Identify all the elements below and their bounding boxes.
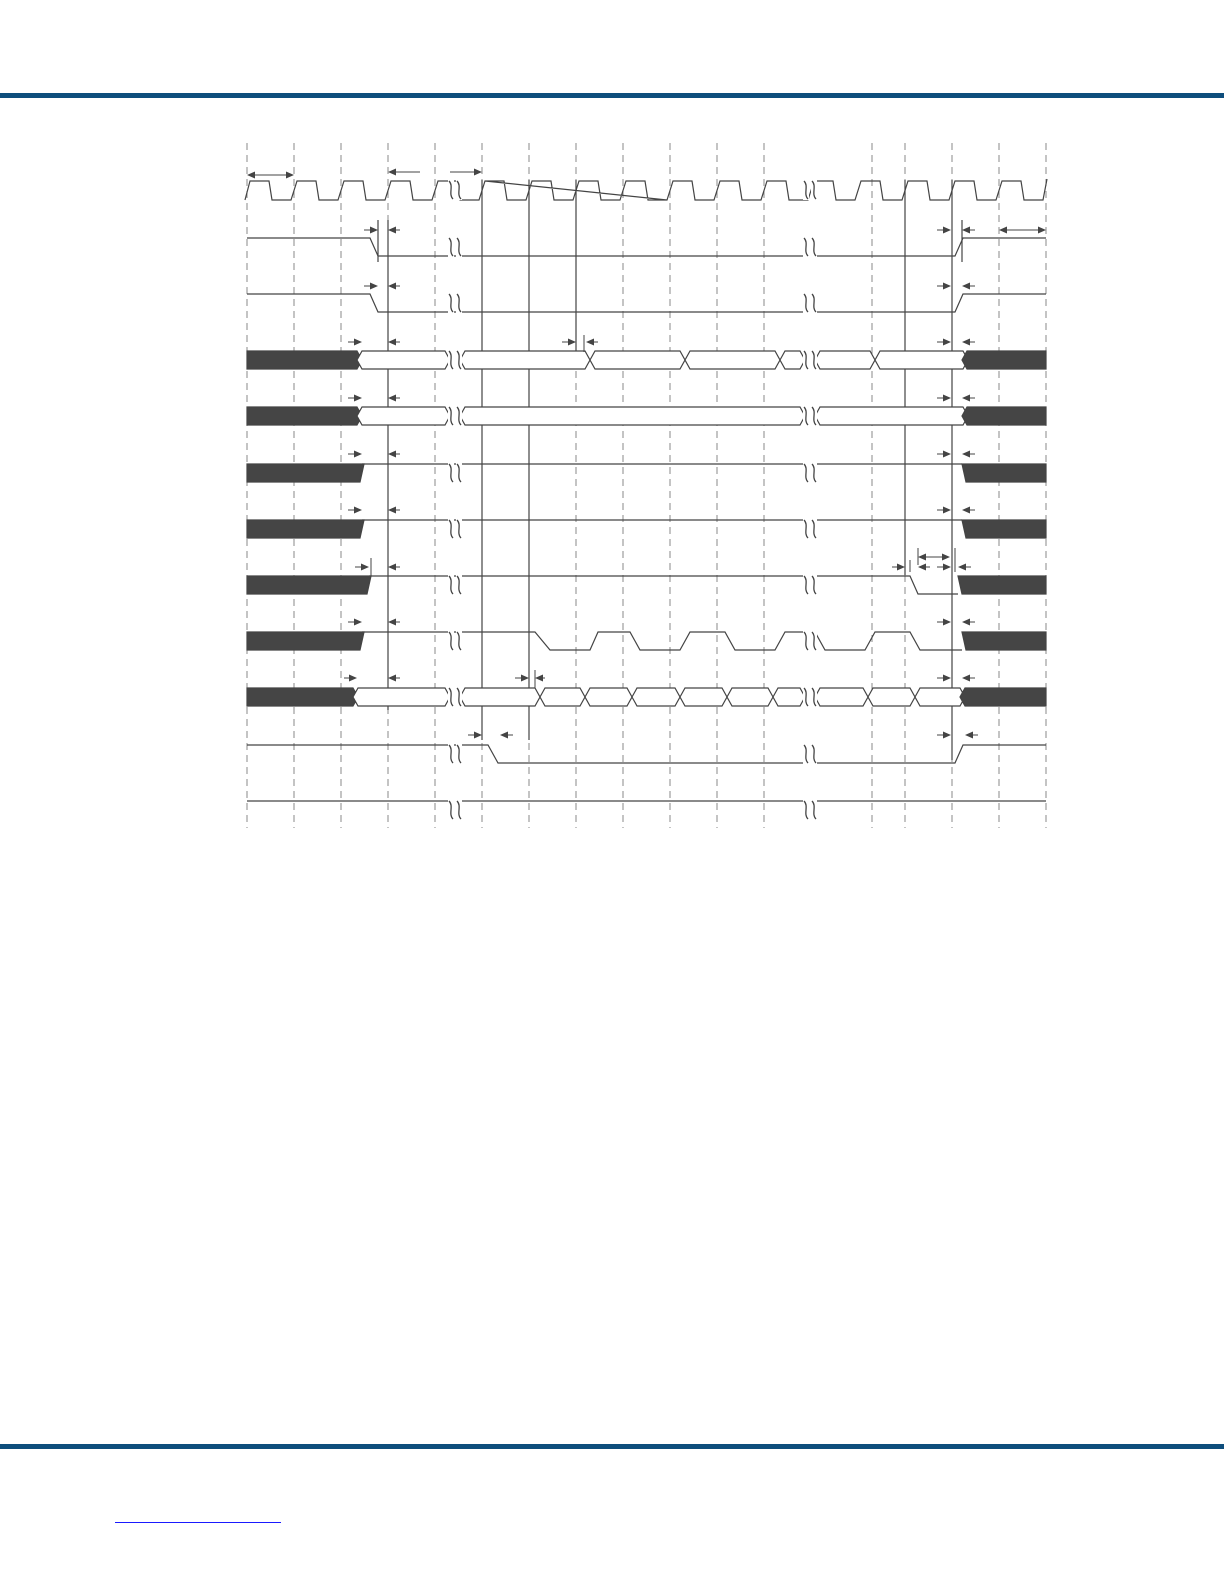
arrow-head (943, 339, 951, 346)
bus-invalid-region (962, 407, 1046, 425)
toggle-waveform (362, 632, 805, 650)
arrow-head (370, 283, 378, 290)
arrow-head (943, 507, 951, 514)
bus-valid-segment (540, 688, 585, 706)
bus-invalid-region (247, 464, 364, 482)
arrow-head (943, 619, 951, 626)
arrow-head (918, 554, 926, 561)
arrow-head (500, 732, 508, 739)
arrow-head (586, 339, 594, 346)
arrow-head (354, 395, 362, 402)
arrow-head (247, 172, 255, 179)
bus-valid-segment (685, 351, 780, 369)
timing-arrows (247, 169, 1046, 739)
arrow-head (942, 554, 950, 561)
bus-valid-segment (815, 688, 868, 706)
arrow-head (962, 675, 970, 682)
bus-invalid-region (247, 407, 362, 425)
bus-valid-segment (868, 688, 915, 706)
bus-invalid-region (960, 688, 1046, 706)
bus-valid-segment (632, 688, 680, 706)
bus-invalid-region (247, 576, 371, 594)
bus-valid-segment (875, 351, 968, 369)
arrow-head (962, 395, 970, 402)
arrow-head (962, 283, 970, 290)
bus-valid-segment (815, 407, 968, 425)
arrow-head (388, 339, 396, 346)
signal-level-11 (247, 745, 805, 763)
arrow-head (918, 564, 926, 571)
arrow-head (943, 283, 951, 290)
arrow-head (958, 564, 966, 571)
arrow-head (349, 675, 357, 682)
signal-level-2 (815, 294, 1046, 312)
break-marks (448, 180, 817, 820)
bus-valid-segment (460, 351, 590, 369)
bus-valid-segment (585, 688, 632, 706)
bus-invalid-region (962, 464, 1046, 482)
arrow-head (354, 339, 362, 346)
arrow-head (962, 619, 970, 626)
footer-link[interactable] (115, 1508, 281, 1523)
arrow-head (1038, 227, 1046, 234)
arrow-head (388, 564, 396, 571)
bus-valid-segment (590, 351, 685, 369)
signal-level-1 (815, 238, 1046, 256)
bus-invalid-region (962, 520, 1046, 538)
arrow-head (388, 283, 396, 290)
signal-level-1 (247, 238, 805, 256)
arrow-head (999, 227, 1007, 234)
signal-level-2 (247, 294, 805, 312)
bus-valid-segment (353, 688, 450, 706)
arrow-head (388, 675, 396, 682)
bus-valid-segment (460, 407, 805, 425)
arrow-head (962, 339, 970, 346)
arrow-head (962, 451, 970, 458)
clock-waveform (245, 179, 1047, 200)
arrow-head (943, 675, 951, 682)
arrow-head (361, 564, 369, 571)
arrow-head (388, 451, 396, 458)
bus-invalid-region (962, 632, 1046, 650)
bus-valid-segment (357, 407, 450, 425)
bus-valid-segment (780, 351, 805, 369)
bus-invalid-region (247, 632, 364, 650)
bus-invalid-region (247, 351, 362, 369)
bus-invalid-region (247, 688, 358, 706)
bus-valid-segment (815, 351, 875, 369)
grid-lines (247, 143, 1046, 828)
arrow-head (388, 227, 396, 234)
arrow-head (962, 227, 970, 234)
bus-valid-segment (727, 688, 773, 706)
arrow-head (388, 619, 396, 626)
arrow-head (286, 172, 294, 179)
bus-valid-segment (460, 688, 540, 706)
arrow-head (388, 507, 396, 514)
bus-hold-line (815, 576, 958, 594)
arrow-head (354, 507, 362, 514)
arrow-head (388, 169, 396, 176)
bus-valid-segment (680, 688, 727, 706)
arrow-head (965, 732, 973, 739)
arrow-head (388, 395, 396, 402)
bus-invalid-region (962, 351, 1046, 369)
bus-invalid-region (247, 520, 364, 538)
arrow-head (354, 619, 362, 626)
signal-level-11 (815, 745, 1046, 763)
arrow-head (354, 451, 362, 458)
arrow-head (962, 507, 970, 514)
arrow-head (943, 564, 951, 571)
arrow-head (568, 339, 576, 346)
arrow-head (521, 675, 529, 682)
bus-valid-segment (773, 688, 805, 706)
arrow-head (370, 227, 378, 234)
footer-rule (0, 1444, 1224, 1449)
arrow-head (897, 564, 905, 571)
arrow-head (943, 395, 951, 402)
signal-waveforms (245, 179, 1047, 801)
toggle-waveform (815, 632, 962, 650)
bus-invalid-region (958, 576, 1046, 594)
bus-valid-segment (357, 351, 450, 369)
arrow-head (474, 732, 482, 739)
arrow-head (943, 227, 951, 234)
arrow-head (535, 675, 543, 682)
arrow-head (943, 732, 951, 739)
bus-valid-segment (915, 688, 965, 706)
arrow-head (943, 451, 951, 458)
arrow-head (474, 169, 482, 176)
